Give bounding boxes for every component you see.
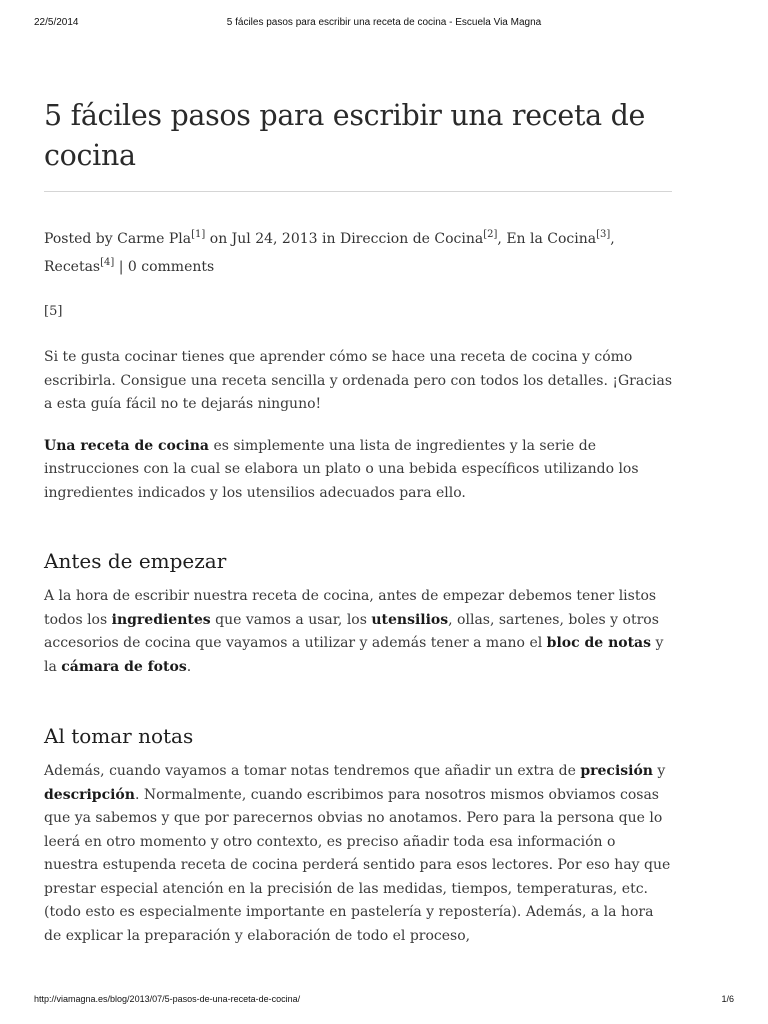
text-run: A la hora de escribir nuestra receta de cocina, antes de empezar debemos tener listos todos los — [44, 588, 657, 628]
comments-separator: | — [118, 259, 124, 275]
bold-precision: precisión — [580, 763, 653, 779]
section-paragraph-antes — [44, 585, 674, 679]
text-run: que vamos a usar, los — [210, 611, 372, 628]
post-meta — [44, 225, 674, 281]
bold-descripcion: descripción — [44, 786, 135, 803]
article-title: 5 fáciles pasos para escribir una receta de cocina — [44, 99, 646, 172]
print-page-number: 1/6 — [721, 994, 734, 1004]
text-run: . Normalmente, cuando escribimos para nosotros mismos obviamos cosas que ya sabemos y que por parecernos obvias no anotamos. Pero para la persona que lo leerá en otro momento y otro contexto, es preciso añadir toda esa información o nuestra estupenda receta de cocina perderá sentido para esos lectores. Por eso hay que prestar especial atención en la precisión de las medidas, tiempos, temperaturas, etc. (todo esto es especialmente importante en pastelería y repostería). Además, a la hora de explicar la preparación y elaboración de todo el proceso, — [44, 786, 671, 944]
print-doc-title: 5 fáciles pasos para escribir una receta de cocina - Escuela Via Magna — [226, 17, 542, 28]
bold-camara-de-fotos: cámara de fotos — [61, 658, 187, 675]
section-heading-notas: Al tomar notas — [44, 724, 194, 748]
text-run: y — [652, 763, 666, 779]
category-ref-3: [3] — [596, 229, 611, 240]
intro-paragraph: Si te gusta cocinar tienes que aprender cómo se hace una receta de cocina y cómo escribirla. Consigue una receta sencilla y ordenada pero con todos los detalles. ¡Gracias a esta guía fácil no te dejarás ninguno! — [44, 349, 673, 412]
category-link-recetas[interactable]: Recetas — [44, 259, 101, 275]
definition-paragraph — [44, 435, 674, 506]
separator: , — [497, 231, 502, 247]
definition-term: Una receta de cocina — [44, 437, 209, 454]
author-ref: [1] — [191, 229, 206, 240]
print-footer — [0, 994, 768, 1010]
print-url[interactable]: http://viamagna.es/blog/2013/07/5-pasos-de-una-receta-de-cocina/ — [34, 994, 301, 1004]
print-header — [0, 17, 768, 33]
article — [44, 96, 674, 948]
category-ref-2: [2] — [483, 229, 498, 240]
comments-link[interactable]: 0 comments — [127, 259, 215, 275]
text-run: Además, cuando vayamos a tomar notas tendremos que añadir un extra de — [44, 763, 581, 779]
print-date: 22/5/2014 — [34, 17, 79, 28]
category-link-direccion[interactable]: Direccion de Cocina — [339, 231, 484, 247]
text-run: , ollas, sartenes, boles y otros accesorios de cocina que vayamos a utilizar y además tener a mano el — [44, 611, 659, 651]
section-paragraph-notas — [44, 760, 674, 948]
text-run: y la — [44, 635, 664, 675]
definition-text: es simplemente una lista de ingredientes y la serie de instrucciones con la cual se elabora un plato o una bebida específicos utilizando los ingredientes indicados y los utensilios adecuados para ello. — [44, 437, 639, 501]
author-link[interactable]: Carme Pla — [117, 231, 192, 247]
bold-bloc-de-notas: bloc de notas — [546, 635, 652, 651]
bold-ingredientes: ingredientes — [111, 611, 211, 628]
title-divider — [44, 191, 672, 192]
category-ref-4: [4] — [100, 257, 115, 268]
bold-utensilios: utensilios — [371, 611, 449, 628]
image-reference: [5] — [44, 304, 63, 319]
text-run: . — [186, 658, 192, 675]
category-link-en-la-cocina[interactable]: En la Cocina — [506, 231, 597, 247]
section-heading-antes: Antes de empezar — [44, 549, 227, 573]
post-date: on Jul 24, 2013 in — [209, 231, 336, 247]
separator: , — [610, 231, 615, 247]
posted-by-label: Posted by — [44, 231, 113, 247]
